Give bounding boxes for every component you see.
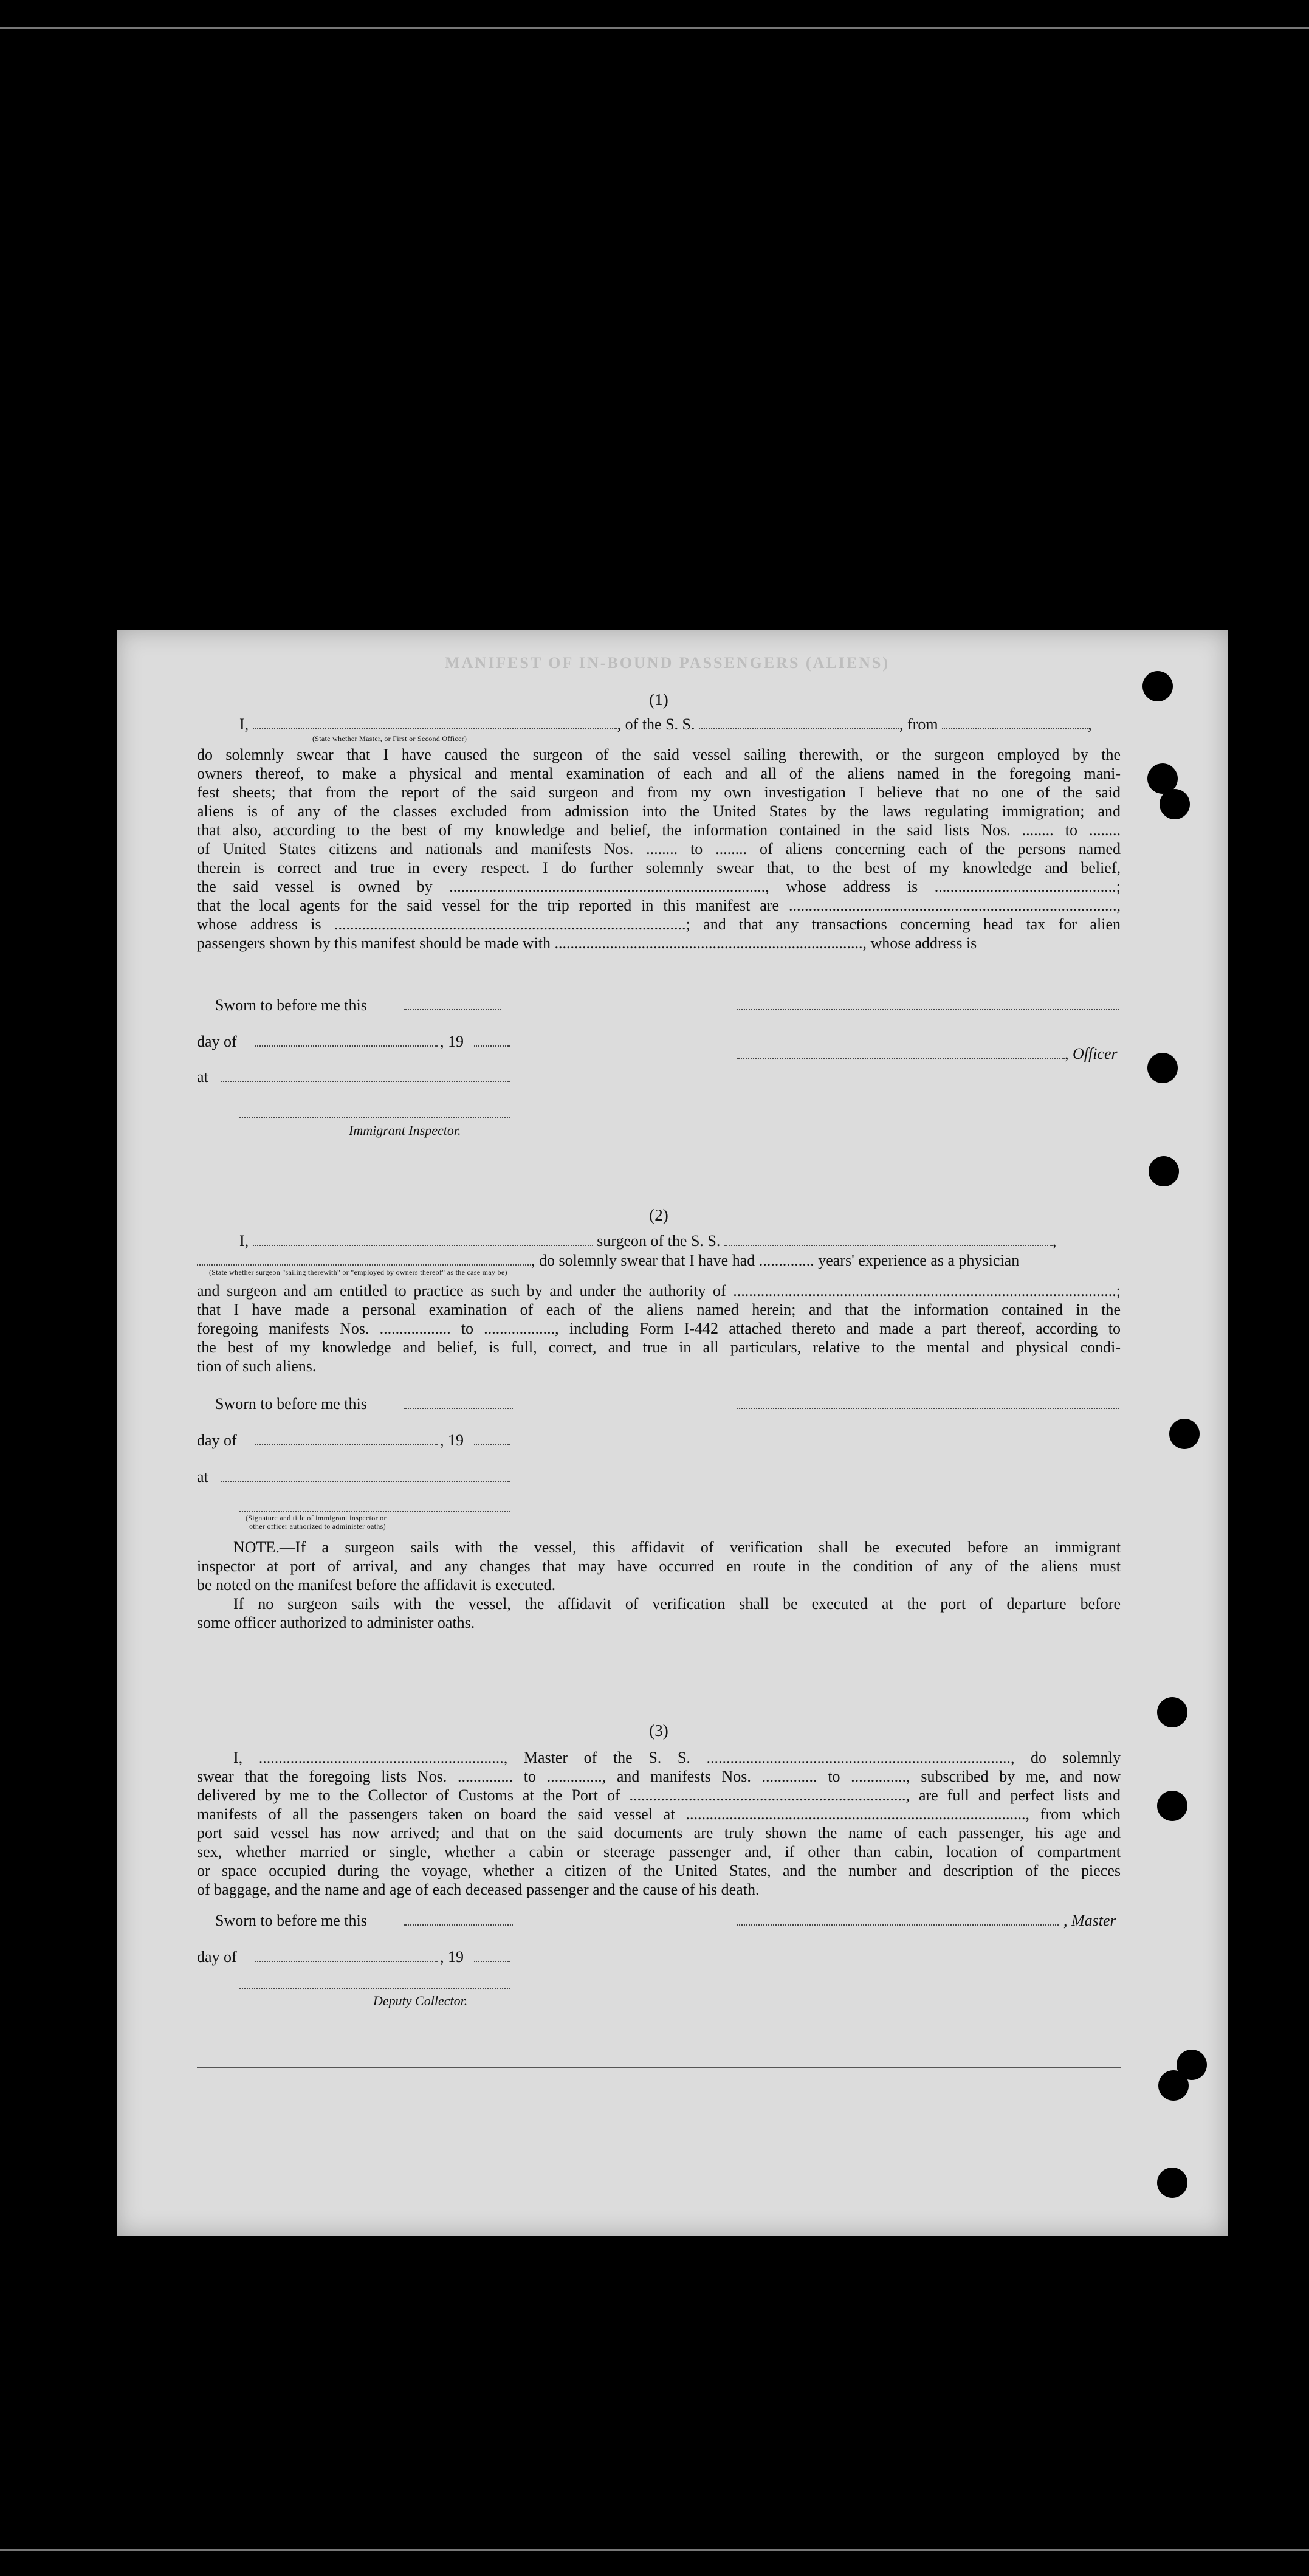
i-label: I, [239, 715, 249, 733]
para-line: foregoing manifests Nos. .................. to .................., including Form I-442 attached thereto and made a part thereof, according to [197, 1320, 1121, 1337]
bottom-divider [197, 2067, 1121, 2068]
para-line: owners thereof, to make a physical and mental examination of each and all of the aliens named in the foregoing mani- [197, 765, 1121, 782]
officer-line: I, , of the S. S. , from , [239, 715, 1092, 733]
day-field[interactable] [255, 1044, 438, 1047]
para-line: manifests of all the passengers taken on board the said vessel at ......................................................................................, from which [197, 1805, 1121, 1823]
officer-title-field[interactable] [737, 1056, 1065, 1059]
punch-hole [1169, 1419, 1200, 1449]
officer-name-field[interactable] [253, 716, 617, 729]
para-line: some officer authorized to administer oaths. [197, 1614, 475, 1631]
inspector-signature-field[interactable] [239, 1116, 510, 1118]
para-line: sex, whether married or single, whether a cabin or steerage passenger and, if other than cabin, location of compartment [197, 1843, 1121, 1861]
surgeon-line: I, surgeon of the S. S. , [239, 1232, 1057, 1250]
year-label: , 19 [440, 1431, 464, 1449]
at-label: at [197, 1068, 208, 1086]
surgeon-label: surgeon of the S. S. [597, 1232, 721, 1250]
ship-name-field[interactable] [699, 716, 899, 729]
para-line: aliens is of any of the classes excluded from admission into the United States by the laws regulating immigration; and [197, 802, 1121, 820]
para-line: be noted on the manifest before the affidavit is executed. [197, 1576, 556, 1594]
para-line: delivered by me to the Collector of Customs at the Port of ......................................................................, are full and perfect lists and [197, 1786, 1121, 1804]
day-of-label: day of [197, 1948, 237, 1966]
para-line: inspector at port of arrival, and any changes that may have occurred en route in the condition of any of the aliens must [197, 1557, 1121, 1575]
para-line: If no surgeon sails with the vessel, the affidavit of verification shall be executed at the port of departure before [233, 1595, 1121, 1613]
officer-note: (State whether Master, or First or Second Officer) [312, 734, 467, 743]
para-line: of baggage, and the name and age of each deceased passenger and the cause of his death. [197, 1881, 760, 1898]
section-3-paragraph [197, 1748, 1121, 1899]
section-number: (1) [649, 690, 668, 709]
para-line: the best of my knowledge and belief, is full, correct, and true in all particulars, relative to the mental and physical condi- [197, 1338, 1121, 1356]
sworn-date-field[interactable] [404, 1008, 501, 1010]
sworn-label: Sworn to before me this [215, 1395, 367, 1413]
surgeon-note: (State whether surgeon "sailing therewith" or "employed by owners thereof" as the case may be) [209, 1268, 507, 1276]
punch-hole [1160, 789, 1190, 819]
para-line: that the local agents for the said vessel for the trip reported in this manifest are ..................................................................................., [197, 897, 1121, 914]
para-line: passengers shown by this manifest should be made with .............................................................................., whose address is [197, 934, 977, 952]
para-line: that I have made a personal examination of each of the aliens named herein; and that the information contained in the [197, 1301, 1121, 1318]
para-line: port said vessel has now arrived; and that on the said documents are truly shown the name of each passenger, his age and [197, 1824, 1121, 1842]
section-number: (2) [649, 1206, 668, 1224]
sworn-date-field[interactable] [404, 1923, 513, 1926]
punch-hole [1149, 1156, 1179, 1186]
para-line: I, .............................................................., Master of the S. S. ............................................................................., do solemnly [233, 1749, 1121, 1766]
sworn-label: Sworn to before me this [215, 1912, 367, 1929]
section-1-paragraph [197, 745, 1121, 952]
note-paragraph [197, 1538, 1121, 1632]
manifest-document [117, 630, 1228, 2236]
master-signature-field[interactable] [737, 1923, 1059, 1926]
para-line: and surgeon and am entitled to practice as such by and under the authority of .................................................................................................; [197, 1282, 1121, 1300]
para-line: tion of such aliens. [197, 1357, 317, 1375]
section-2-paragraph [197, 1281, 1121, 1376]
para-line: swear that the foregoing lists Nos. .............. to .............., and manifests Nos. .............. to .............., subscribed by me, and now [197, 1768, 1121, 1785]
master-label: , Master [1063, 1912, 1116, 1929]
punch-hole [1157, 1697, 1187, 1727]
ship-label: , of the S. S. [617, 715, 695, 733]
para-line: the said vessel is owned by ................................................................................, whose address is ..............................................; [197, 878, 1121, 895]
para-line: do solemnly swear that I have caused the surgeon of the said vessel sailing therewith, or the surgeon employed by the [197, 746, 1121, 763]
signature-note: other officer authorized to administer oaths) [249, 1522, 386, 1531]
para-line: that also, according to the best of my knowledge and belief, the information contained in the said lists Nos. ........ to ........ [197, 821, 1121, 839]
punch-hole [1157, 2168, 1187, 2198]
para-line: or space occupied during the voyage, whether a citizen of the United States, and the number and description of the pieces [197, 1862, 1121, 1879]
from-label: , from [899, 715, 938, 733]
punch-hole [1158, 2070, 1189, 2101]
year-label: , 19 [440, 1948, 464, 1966]
year-field[interactable] [474, 1443, 510, 1445]
inspector-caption: Immigrant Inspector. [349, 1123, 461, 1138]
collector-signature-field[interactable] [239, 1986, 510, 1989]
at-field[interactable] [221, 1479, 510, 1482]
year-field[interactable] [474, 1960, 510, 1962]
para-line: whose address is .........................................................................................; and that any transactions concerning head tax for alien [197, 915, 1121, 933]
para-line: of United States citizens and nationals and manifests Nos. ........ to ........ of aliens concerning each of the persons named [197, 840, 1121, 858]
year-field[interactable] [474, 1044, 510, 1047]
faint-header: MANIFEST OF IN-BOUND PASSENGERS (ALIENS) [445, 654, 890, 672]
surgeon-name-field[interactable] [253, 1233, 593, 1246]
punch-hole [1157, 1791, 1187, 1821]
officer-label: , Officer [1065, 1045, 1118, 1062]
punch-hole [1147, 1053, 1178, 1083]
sworn-date-field[interactable] [404, 1407, 513, 1409]
surgeon-ship-field[interactable] [724, 1233, 1053, 1246]
sworn-label: Sworn to before me this [215, 996, 367, 1014]
surgeon-status-field[interactable] [197, 1252, 531, 1266]
bottom-rule [0, 2549, 1309, 2551]
punch-hole [1142, 671, 1173, 701]
day-of-label: day of [197, 1033, 237, 1050]
officer-signature-field[interactable] [737, 1008, 1119, 1010]
from-port-field[interactable] [942, 716, 1088, 729]
at-field[interactable] [221, 1080, 510, 1082]
collector-caption: Deputy Collector. [373, 1993, 468, 2008]
inspector-signature-field[interactable] [239, 1510, 510, 1512]
at-label: at [197, 1468, 208, 1486]
experience-line [197, 1251, 1019, 1270]
para-line: fest sheets; that from the report of the said surgeon and from my own investigation I believe that no one of the said [197, 783, 1121, 801]
top-rule [0, 27, 1309, 29]
para-line: therein is correct and true in every respect. I do further solemnly swear that, to the best of my knowledge and belief, [197, 859, 1121, 876]
experience-text: , do solemnly swear that I have had .............. years' experience as a physician [531, 1252, 1020, 1269]
i-label: I, [239, 1232, 249, 1250]
para-line: NOTE.—If a surgeon sails with the vessel, this affidavit of verification shall be executed before an immigrant [233, 1538, 1121, 1556]
day-of-label: day of [197, 1431, 237, 1449]
year-label: , 19 [440, 1033, 464, 1050]
surgeon-signature-field[interactable] [737, 1407, 1119, 1409]
section-number: (3) [649, 1721, 668, 1740]
day-field[interactable] [255, 1960, 438, 1962]
day-field[interactable] [255, 1443, 438, 1445]
signature-note: (Signature and title of immigrant inspector or [246, 1514, 387, 1522]
